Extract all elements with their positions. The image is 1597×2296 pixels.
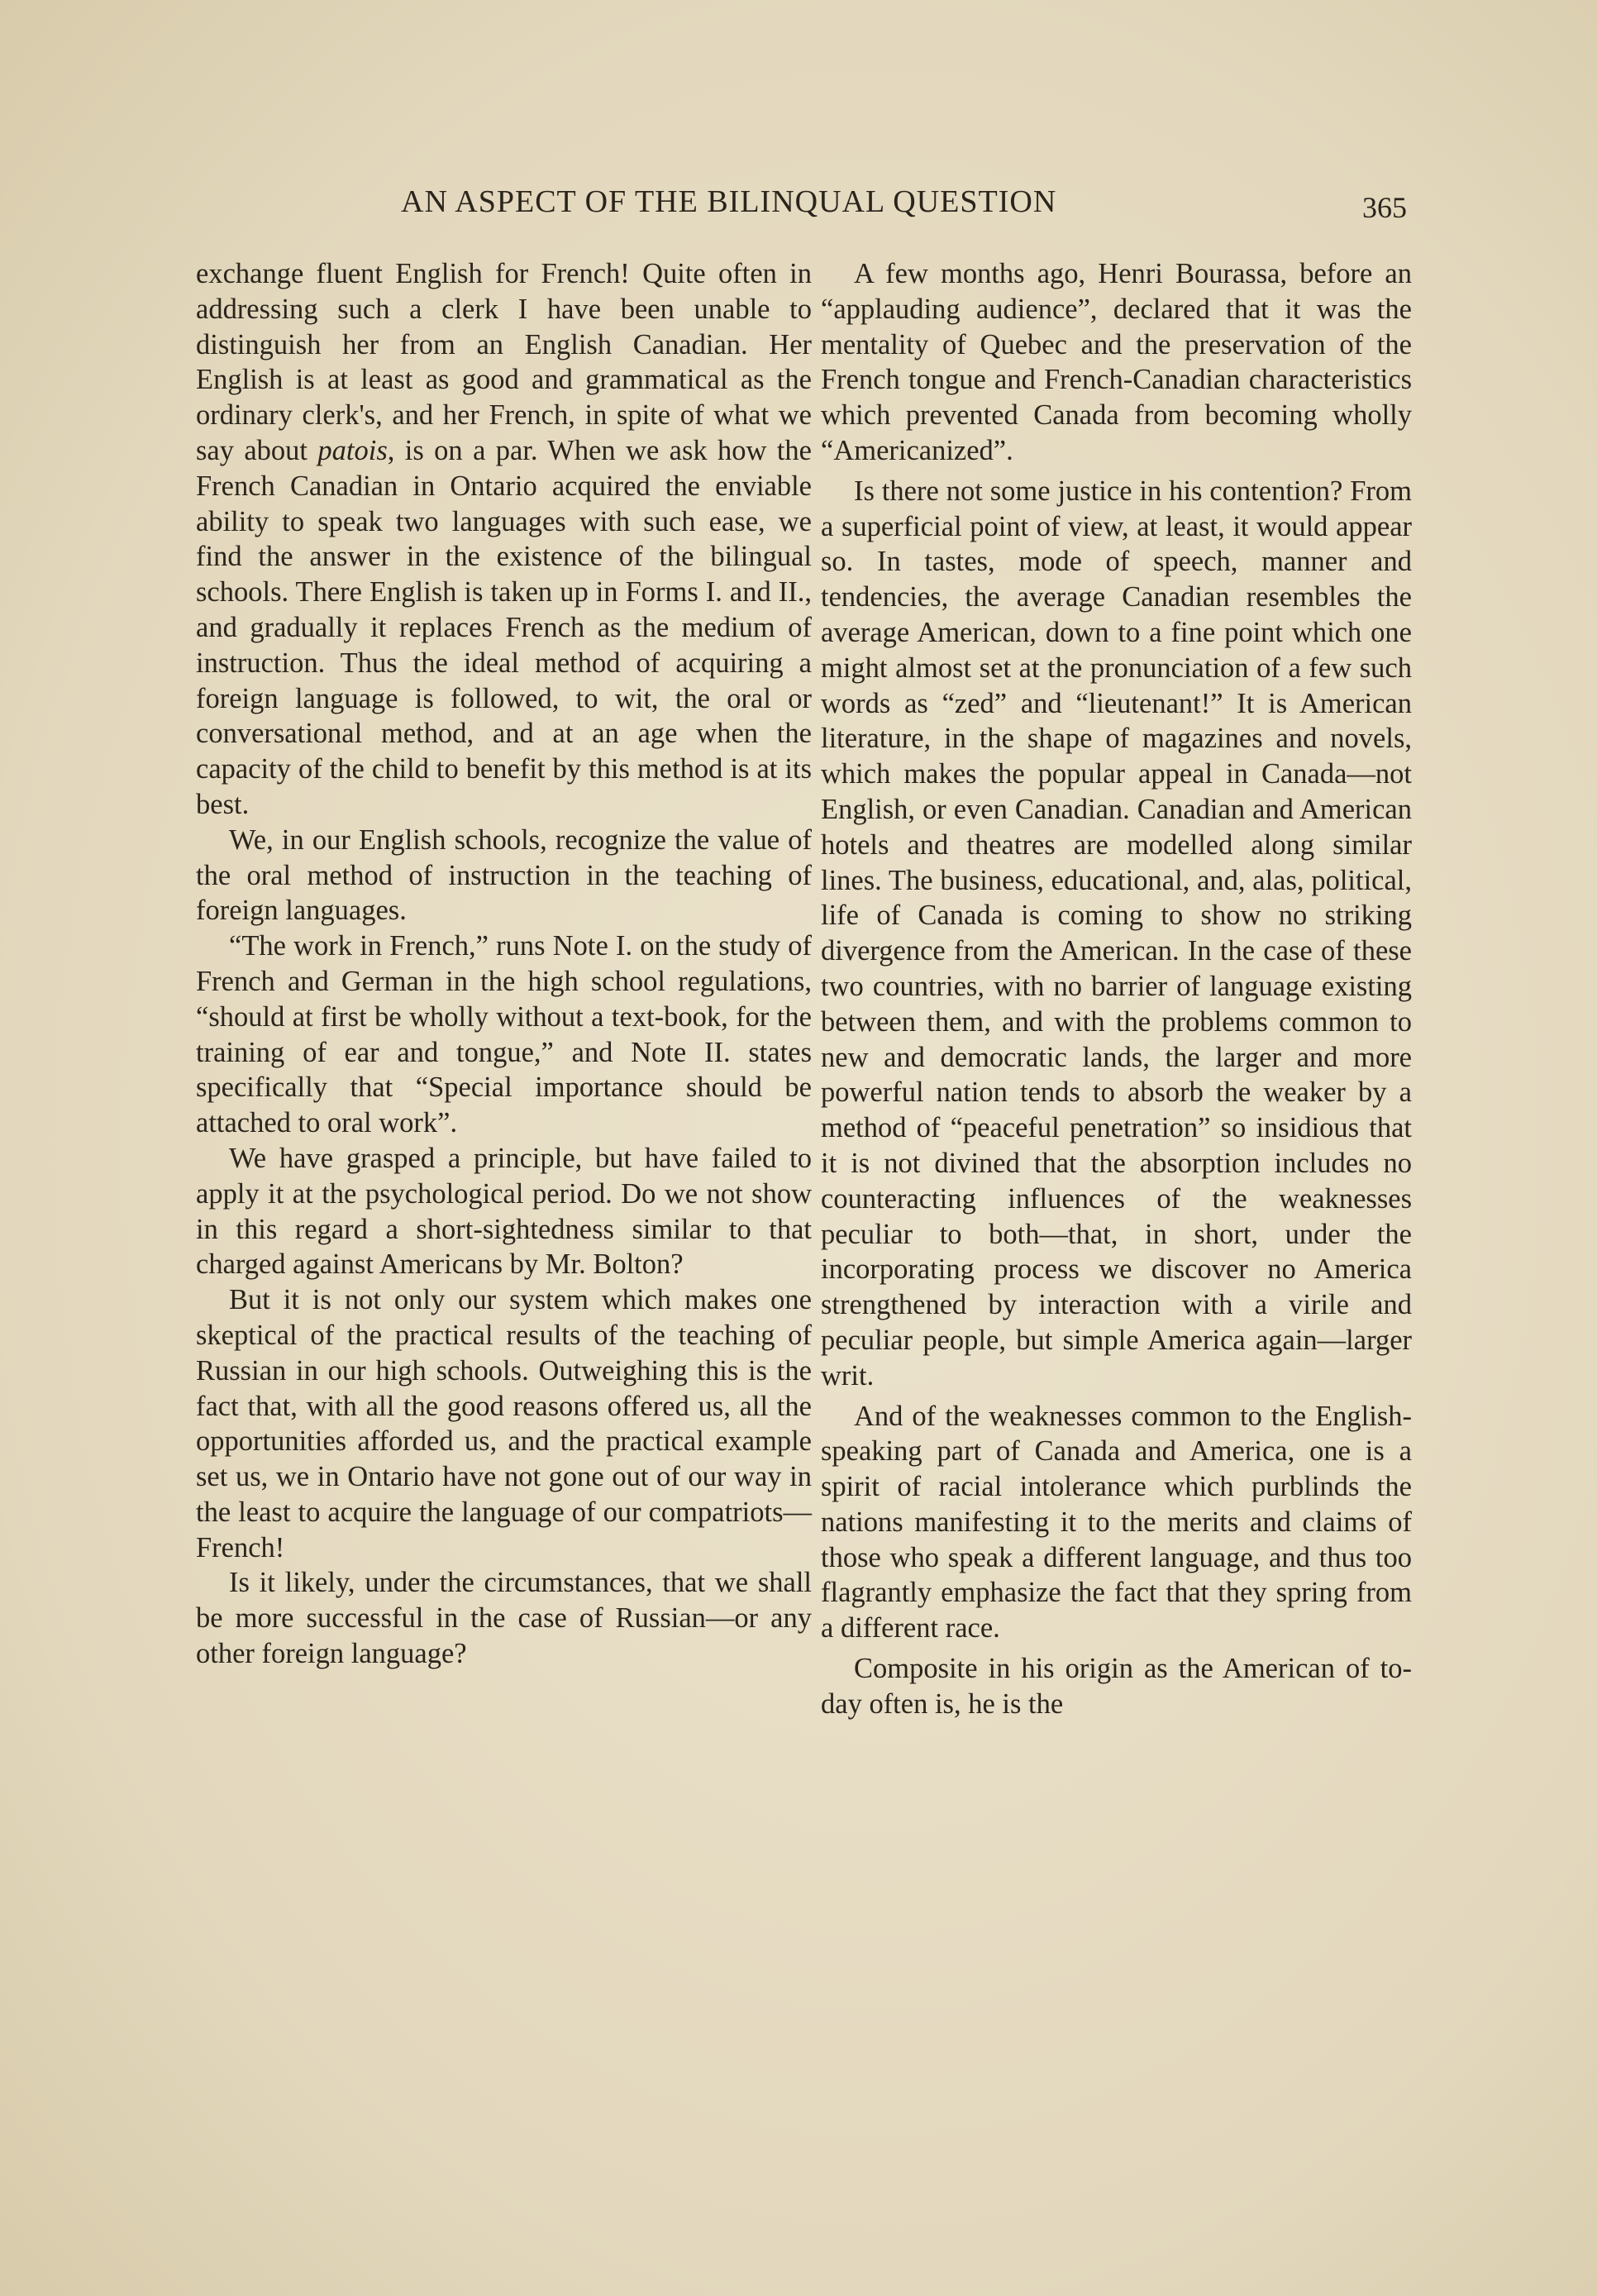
right-column	[821, 256, 1412, 1722]
paragraph: “The work in French,” runs Note I. on the study of French and German in the high school regulations, “should at first be wholly without a text-book, for the training of ear and tongue,” and Note II. states specifically that “Special importance should be attached to oral work”.	[196, 930, 812, 1139]
running-title: AN ASPECT OF THE BILINQUAL QUESTION	[401, 184, 1057, 219]
paragraph: And of the weaknesses common to the English-speaking part of Canada and America, one is a spirit of racial intolerance which purblinds the nations manifesting it to the merits and claims of those who speak a different language, and thus too flagrantly emphasize the fact that they spring from a different race.	[821, 1400, 1412, 1644]
paragraph: Composite in his origin as the American of to-day often is, he is the	[821, 1653, 1412, 1720]
page-number: 365	[1362, 191, 1407, 224]
paragraph: exchange fluent English for French! Quite often in addressing such a clerk I have been unable to distinguish her from an English Canadian. Her English is at least as good and grammatical as the ordinary clerk's, and her French, in spite of what we say about patois, is on a par. When we ask how the French Canadian in Ontario acquired the enviable ability to speak two languages with such ease, we find the answer in the existence of the bilingual schools. There English is taken up in Forms I. and II., and gradually it replaces French as the medium of instruction. Thus the ideal method of acquiring a foreign language is followed, to wit, the oral or conversational method, and at an age when the capacity of the child to benefit by this method is at its best.	[196, 258, 812, 820]
paragraph: We have grasped a principle, but have failed to apply it at the psychological period. Do we not show in this regard a short-sightedness similar to that charged against Americans by Mr. Bolton?	[196, 1142, 812, 1281]
running-header	[0, 184, 1597, 233]
paragraph: But it is not only our system which makes one skeptical of the practical results of the teaching of Russian in our high schools. Outweighing this is the fact that, with all the good reasons offered us, all the opportunities afforded us, and the practical example set us, we in Ontario have not gone out of our way in the least to acquire the language of our compatriots—French!	[196, 1284, 812, 1563]
paragraph: We, in our English schools, recognize the value of the oral method of instruction in the teaching of foreign languages.	[196, 823, 812, 927]
left-column	[196, 256, 812, 1672]
paragraph: Is there not some justice in his contention? From a superficial point of view, at least, it would appear so. In tastes, mode of speech, manner and tendencies, the average Canadian resembles the average American, down to a fine point which one might almost set at the pronunciation of a few such words as “zed” and “lieutenant!” It is American literature, in the shape of magazines and novels, which makes the popular appeal in Canada—not English, or even Canadian. Canadian and American hotels and theatres are modelled along similar lines. The business, educational, and, alas, political, life of Canada is coming to show no striking divergence from the American. In the case of these two countries, with no barrier of language existing between them, and with the problems common to new and democratic lands, the larger and more powerful nation tends to absorb the weaker by a method of “peaceful penetration” so insidious that it is not divined that the absorption includes no counteracting influences of the weaknesses peculiar to both—that, in short, under the incorporating process we discover no America strengthened by interaction with a virile and peculiar people, but simple America again—larger writ.	[821, 475, 1412, 1391]
paragraph: A few months ago, Henri Bourassa, before an “applauding audience”, declared that it was the mentality of Quebec and the preservation of the French tongue and French-Canadian characteristics which prevented Canada from becoming wholly “Americanized”.	[821, 258, 1412, 466]
paragraph: Is it likely, under the circumstances, that we shall be more successful in the case of Russian—or any other foreign language?	[196, 1567, 812, 1670]
